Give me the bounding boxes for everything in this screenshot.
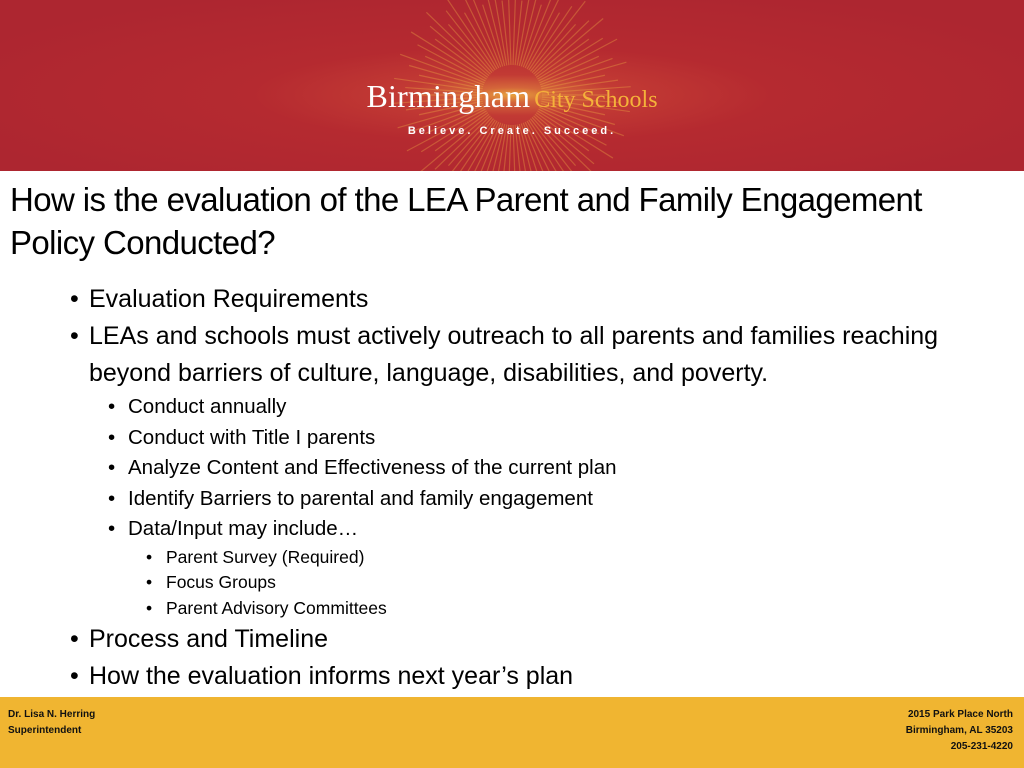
data-input-item: • Parent Survey (Required) [0,545,1024,571]
footer-bar [0,697,1024,768]
logo-tagline: Believe. Create. Succeed. [407,125,617,137]
footer-contact [8,707,95,739]
logo-subtitle: City Schools [534,87,658,113]
sunburst-ray [517,0,530,65]
sub-bullet: • Data/Input may include… [0,514,1024,545]
superintendent-name: Dr. Lisa N. Herring [8,709,96,720]
sunburst-ray [534,21,589,74]
phone-number: 205-231-4220 [950,741,1013,752]
bullet-outreach: • LEAs and schools must actively outreach to all parents and families reaching beyond barriers of culture, language, disabilities, and poverty. [0,318,1024,392]
sub-bullet: • Analyze Content and Effectiveness of the current plan [0,453,1024,484]
bullet-evaluation-requirements: • Evaluation Requirements [0,281,1024,318]
slide-title: How is the evaluation of the LEA Parent and Family Engagement Policy Conducted? [10,181,922,261]
header-banner [0,0,1024,171]
sunburst-ray [446,11,493,72]
bullet-list [0,281,1024,695]
sunburst-ray [525,0,564,68]
sunburst-ray [435,116,490,169]
superintendent-role: Superintendent [8,725,82,736]
address-line-1: 2015 Park Place North [907,709,1013,720]
sunburst-ray [508,0,511,65]
bullet-process: • Process and Timeline [0,621,1024,658]
sunburst-ray [521,5,541,67]
sub-bullet: • Conduct annually [0,392,1024,423]
data-input-item: • Parent Advisory Committees [0,596,1024,622]
sunburst-ray [426,12,490,74]
district-logo [0,78,1024,115]
data-input-item: • Focus Groups [0,570,1024,596]
sub-bullet: • Conduct with Title I parents [0,423,1024,454]
sunburst-ray [418,45,486,81]
footer-address [906,707,1013,755]
bullet-informs: • How the evaluation informs next year’s plan [0,658,1024,695]
address-line-2: Birmingham, AL 35203 [905,725,1013,736]
sub-bullet: • Identify Barriers to parental and family engagement [0,484,1024,515]
logo-name: Birmingham [366,78,531,114]
sunburst-ray [483,5,503,67]
